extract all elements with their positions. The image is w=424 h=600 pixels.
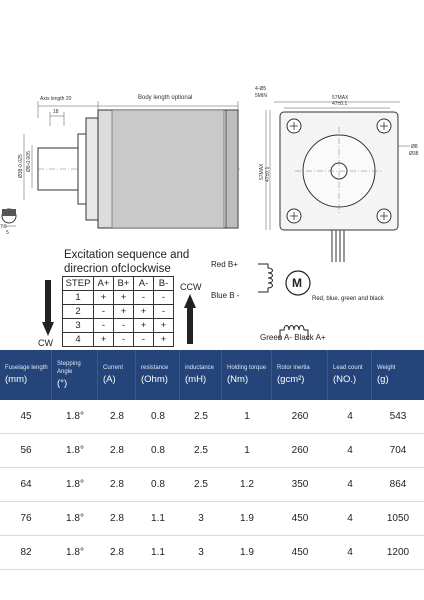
table-cell: 2.8: [110, 479, 124, 490]
side-view-drawing: [0, 90, 250, 240]
col-header-label: Fuselage length: [5, 365, 48, 371]
table-cell: 704: [389, 445, 407, 456]
cw-label: CW: [38, 338, 53, 348]
table-cell: 1.8°: [66, 445, 84, 456]
a-minus-header: A-: [134, 277, 154, 291]
table-cell: 1.9: [240, 513, 254, 524]
table-cell: 2.8: [110, 547, 124, 558]
table-row: [0, 536, 424, 570]
body-length-label: Body length optional: [138, 95, 193, 101]
axis-length-label: Axis length 20: [40, 96, 72, 102]
table-cell: 0.8: [151, 445, 165, 456]
excitation-cell: -: [94, 319, 114, 333]
table-cell: 4: [347, 445, 353, 456]
col-header-unit: (Ohm): [141, 374, 168, 385]
b-minus-header: B-: [154, 277, 174, 291]
table-cell: 864: [389, 479, 407, 490]
col-header-label: inductance: [185, 365, 215, 371]
excitation-cell: +: [94, 291, 114, 305]
table-cell: 1.8°: [66, 411, 84, 422]
table-cell: 0.8: [151, 411, 165, 422]
excitation-row: [63, 305, 174, 319]
excitation-row: [63, 319, 174, 333]
excitation-cell: 4: [63, 333, 94, 347]
hole-spacing-dim: 47±0.1: [332, 101, 348, 107]
table-cell: 2.5: [194, 479, 208, 490]
col-header-label: Rotor inertia: [277, 365, 310, 371]
col-header-unit: (°): [57, 378, 68, 389]
flat-dim-left: 7.5: [0, 224, 7, 230]
wires-caption: Red, blue, green and black: [312, 296, 384, 302]
excitation-table: [62, 276, 174, 347]
excitation-cell: -: [114, 333, 134, 347]
holes-dim-sub: 5MIN: [255, 93, 267, 99]
table-cell: 1.1: [151, 513, 165, 524]
red-wire-label: Red B+: [211, 260, 238, 269]
table-row: [0, 400, 424, 434]
col-header-holding-torque: [222, 350, 272, 400]
excitation-cell: 1: [63, 291, 94, 305]
table-cell: 1.8°: [66, 547, 84, 558]
table-row: [0, 502, 424, 536]
table-cell: 3: [198, 513, 204, 524]
col-header-label: Holding torque: [227, 365, 267, 371]
table-cell: 0.8: [151, 479, 165, 490]
table-cell: 450: [291, 513, 309, 524]
excitation-cell: -: [94, 305, 114, 319]
table-cell: 1.9: [240, 547, 254, 558]
excitation-cell: -: [134, 333, 154, 347]
table-cell: 4: [347, 547, 353, 558]
excitation-cell: +: [114, 291, 134, 305]
excitation-cell: +: [114, 305, 134, 319]
height-max-dim: 57MAX: [259, 163, 265, 180]
boss-dim: Ø38-0.025: [18, 154, 24, 178]
col-header-label: Current: [103, 365, 124, 371]
col-header-unit: (mH): [185, 374, 207, 385]
flat-dim-bottom: 5: [6, 230, 9, 236]
table-cell: 260: [291, 445, 309, 456]
col-header-unit: (A): [103, 374, 116, 385]
shaft-dim: Ø8-0.005: [26, 151, 32, 172]
b-plus-header: B+: [114, 277, 134, 291]
table-cell: 4: [347, 513, 353, 524]
col-header-current: [98, 350, 136, 400]
table-row: [0, 468, 424, 502]
cw-arrow-icon: [42, 280, 54, 336]
excitation-cell: -: [134, 291, 154, 305]
motor-symbol: M: [292, 276, 302, 290]
excitation-header-row: [63, 277, 174, 291]
table-cell: 1.2: [240, 479, 254, 490]
table-cell: 450: [291, 547, 309, 558]
table-cell: 4: [347, 479, 353, 490]
table-cell: 2.8: [110, 411, 124, 422]
excitation-title-line2: direcrion ofcIockwise: [64, 263, 171, 275]
col-header-unit: (mm): [5, 374, 28, 385]
table-cell: 260: [291, 411, 309, 422]
width-max-dim: 57MAX: [332, 95, 349, 101]
excitation-cell: +: [154, 333, 174, 347]
excitation-cell: -: [154, 291, 174, 305]
table-cell: 1.8°: [66, 479, 84, 490]
green-black-label: Green A- Black A+: [260, 333, 326, 342]
step-header: STEP: [63, 277, 94, 291]
holes-dim: 4-Ø5: [255, 86, 267, 92]
table-cell: 1: [244, 445, 250, 456]
col-header-unit: (g): [377, 374, 389, 385]
table-cell: 82: [20, 547, 32, 558]
excitation-row: [63, 333, 174, 347]
excitation-cell: +: [94, 333, 114, 347]
col-header-weight: [372, 350, 424, 400]
excitation-cell: 2: [63, 305, 94, 319]
col-header-rotor-inertia: [272, 350, 328, 400]
col-header-unit: (gcm²): [277, 374, 305, 385]
excitation-row: [63, 291, 174, 305]
table-cell: 2.5: [194, 445, 208, 456]
excitation-cell: +: [134, 319, 154, 333]
ccw-arrow-icon: [184, 294, 196, 344]
table-cell: 1050: [386, 513, 410, 524]
col-header-fuselage-length: [0, 350, 52, 400]
height-hole-spacing-dim: 47±0.1: [265, 166, 271, 182]
col-header-unit: (NO.): [333, 374, 357, 385]
a-plus-header: A+: [94, 277, 114, 291]
table-cell: 2.8: [110, 513, 124, 524]
col-header-label: Weight: [377, 365, 396, 371]
col-header-lead-count: [328, 350, 372, 400]
table-cell: 543: [389, 411, 407, 422]
col-header-label: Lead count: [333, 365, 363, 371]
table-cell: 1: [244, 411, 250, 422]
table-cell: 56: [20, 445, 32, 456]
blue-wire-label: Blue B -: [211, 291, 240, 300]
shaft-dia-dim: Ø8: [411, 144, 418, 150]
col-header-label: resistance: [141, 365, 169, 371]
table-cell: 76: [20, 513, 32, 524]
table-cell: 2.8: [110, 445, 124, 456]
table-cell: 45: [20, 411, 32, 422]
spec-table: [0, 350, 424, 570]
boss-dia-dim: Ø38: [409, 151, 419, 157]
excitation-cell: -: [114, 319, 134, 333]
table-cell: 1.1: [151, 547, 165, 558]
ccw-label: CCW: [180, 282, 202, 292]
col-header-resistance: [136, 350, 180, 400]
excitation-cell: +: [134, 305, 154, 319]
col-header-inductance: [180, 350, 222, 400]
excitation-cell: +: [154, 319, 174, 333]
table-cell: 1.8°: [66, 513, 84, 524]
excitation-cell: 3: [63, 319, 94, 333]
excitation-title: [64, 248, 189, 276]
table-cell: 2.5: [194, 411, 208, 422]
shaft-top-dim: 18: [53, 109, 59, 115]
table-cell: 4: [347, 411, 353, 422]
excitation-title-line1: Excitation sequence and: [64, 249, 190, 261]
col-header-unit: (Nm): [227, 374, 249, 385]
excitation-cell: -: [154, 305, 174, 319]
front-view-drawing: [250, 80, 424, 270]
table-cell: 350: [291, 479, 309, 490]
table-cell: 64: [20, 479, 32, 490]
table-row: [0, 434, 424, 468]
table-cell: 3: [198, 547, 204, 558]
spec-table-header: [0, 350, 424, 400]
col-header-label: Stepping Angle: [57, 361, 81, 375]
col-header-stepping-angle: [52, 350, 98, 400]
table-cell: 1200: [386, 547, 410, 558]
